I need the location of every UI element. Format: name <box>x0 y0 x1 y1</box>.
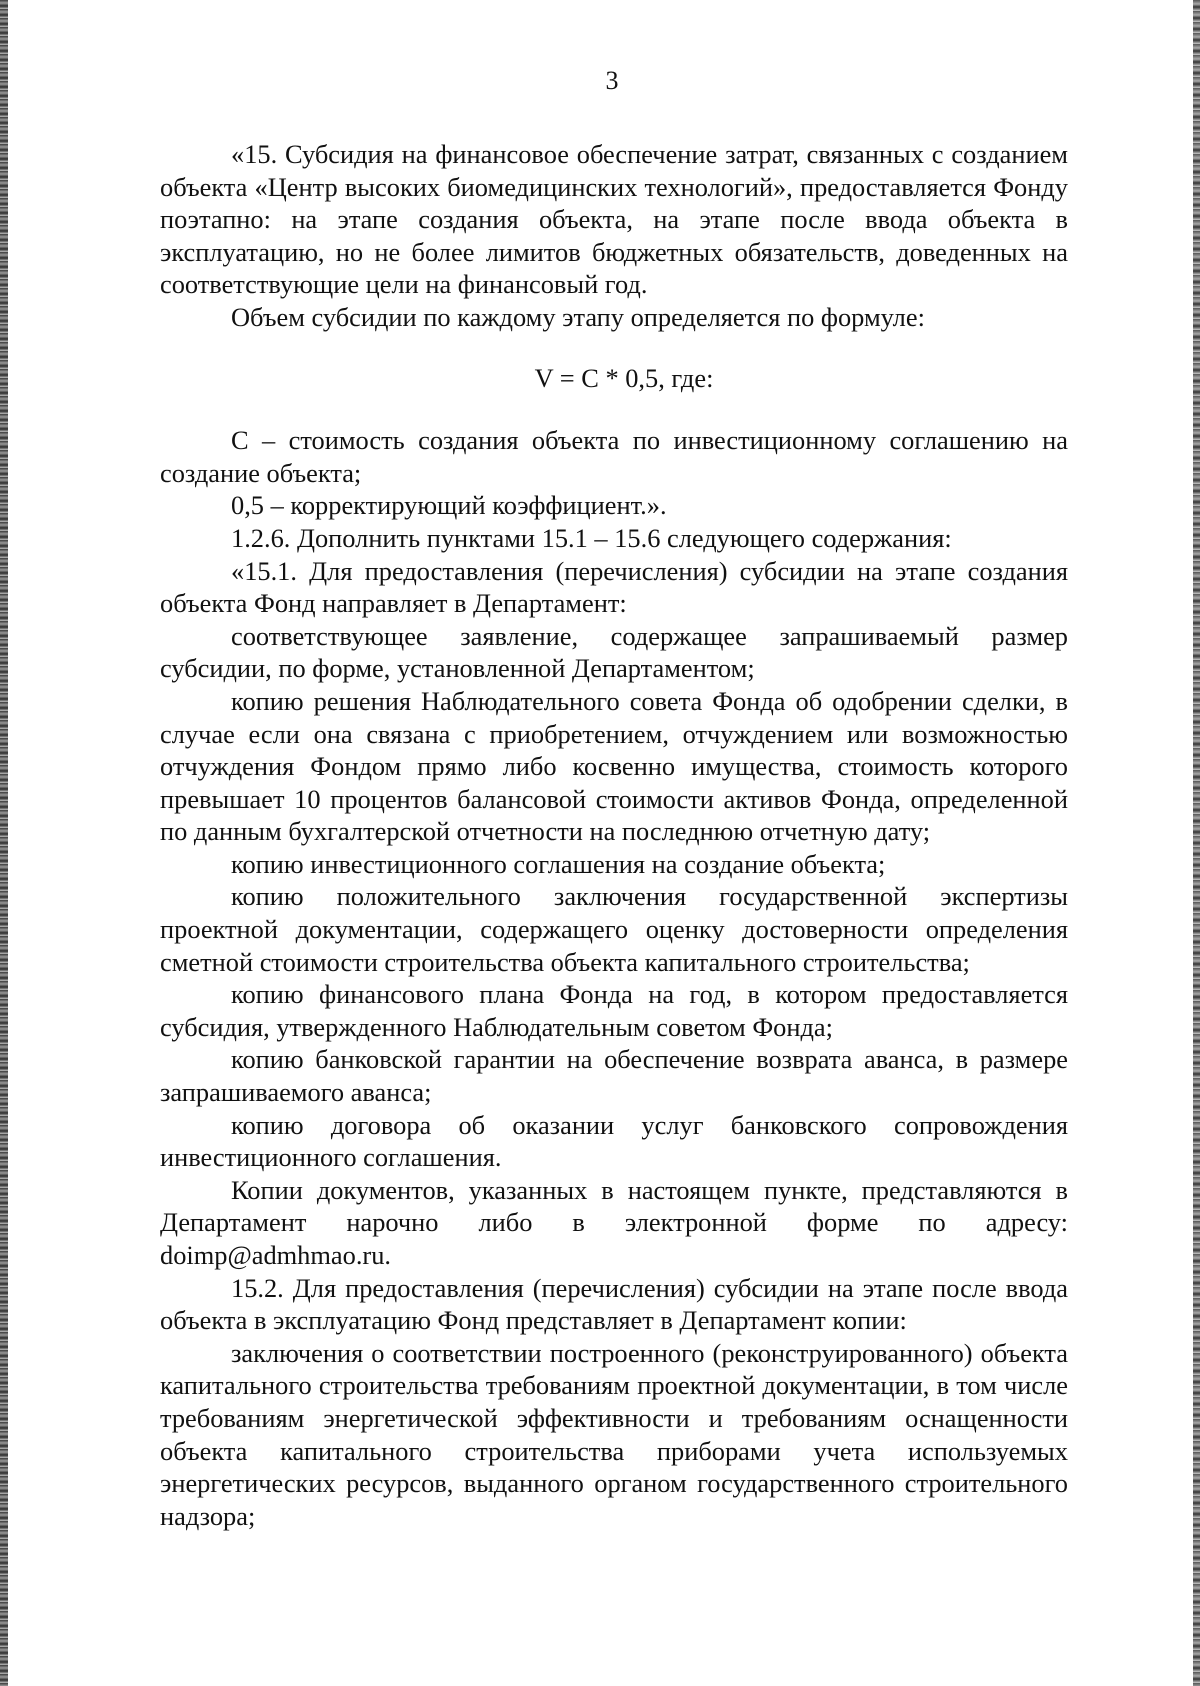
list-item-bank-support: копию договора об оказании услуг банковского сопровождения инвестиционного соглашения. <box>160 1109 1068 1173</box>
paragraph-coefficient: 0,5 – корректирующий коэффициент.». <box>231 490 667 521</box>
paragraph-15-2: 15.2. Для предоставления (перечисления) субсидии на этапе после ввода объекта в эксплуатацию Фонд представляет в Департамент копии: <box>160 1272 1068 1336</box>
paragraph-15-1: «15.1. Для предоставления (перечисления) субсидии на этапе создания объекта Фонд направляет в Департамент: <box>160 555 1068 619</box>
paragraph-copies-submission: Копии документов, указанных в настоящем пункте, представляются в Департамент нарочно либо в электронной форме по адресу: doimp@admhmao.ru. <box>160 1174 1068 1270</box>
list-item-expertise: копию положительного заключения государственной экспертизы проектной документации, содержащего оценку достоверности определения сметной стоимости строительства объекта капитального строительства; <box>160 881 1068 977</box>
list-item-financial-plan: копию финансового плана Фонда на год, в котором предоставляется субсидия, утвержденного Наблюдательным советом Фонда; <box>160 979 1068 1042</box>
formula: V = C * 0,5, где: <box>534 362 714 393</box>
list-item-compliance-conclusion: заключения о соответствии построенного (реконструированного) объекта капитального строительства требованиям проектной документации, в том числе требованиям энергетической эффективности и требованиям оснащенности объекта капитального строительства приборами учета используемых энергетических ресурсов, выданного органом государственного строительного надзора; <box>160 1337 1068 1531</box>
paragraph-1-2-6: 1.2.6. Дополнить пунктами 15.1 – 15.6 следующего содержания: <box>231 522 952 553</box>
list-item-board-decision: копию решения Наблюдательного совета Фонда об одобрении сделки, в случае если она связана с приобретением, отчуждением или возможностью отчуждения Фондом прямо либо косвенно имущества, стоимость которого превышает 10 процентов балансовой стоимости активов Фонда, определенной по данным бухгалтерской отчетности на последнюю отчетную дату; <box>160 685 1068 847</box>
document-body <box>160 138 1068 1532</box>
list-item-bank-guarantee: копию банковской гарантии на обеспечение возврата аванса, в размере запрашиваемого аванса; <box>160 1044 1068 1108</box>
scan-edge-left <box>0 0 8 1686</box>
paragraph-c-definition: С – стоимость создания объекта по инвестиционному соглашению на создание объекта; <box>160 425 1068 488</box>
paragraph-15: «15. Субсидия на финансовое обеспечение затрат, связанных с созданием объекта «Центр высоких биомедицинских технологий», предоставляется Фонду поэтапно: на этапе создания объекта, на этапе после ввода объекта в эксплуатацию, но не более лимитов бюджетных обязательств, доведенных на соответствующие цели на финансовый год. <box>160 139 1068 300</box>
page-number: 3 <box>605 66 619 95</box>
scan-edge-right <box>1193 0 1200 1686</box>
paragraph-volume-intro: Объем субсидии по каждому этапу определяется по формуле: <box>231 301 925 332</box>
list-item-application: соответствующее заявление, содержащее запрашиваемый размер субсидии, по форме, установленной Департаментом; <box>160 620 1068 684</box>
list-item-investment-agreement: копию инвестиционного соглашения на создание объекта; <box>231 848 886 879</box>
